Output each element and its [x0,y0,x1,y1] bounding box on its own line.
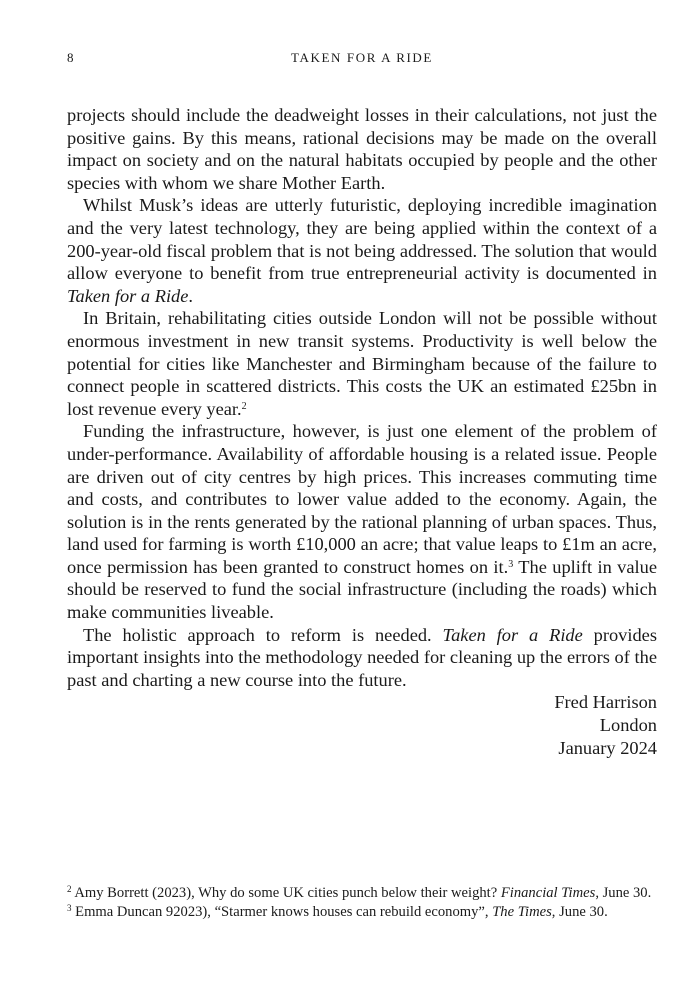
footnotes [67,884,657,922]
signature-place: London [599,715,657,736]
footnote-3-italic: The Times [492,904,552,920]
body-text [67,104,657,759]
paragraph-3 [67,307,657,420]
footnote-ref-3[interactable]: 3 [508,558,514,570]
book-title-italic: Taken for a Ride [442,624,583,645]
footnote-2-end: , June 30. [595,885,652,901]
paragraph-4-text: Funding the infrastructure, however, is just one element of the problem of under-performance. Availability of affordable housing is a related issue. People are driven out of city centres by high prices. This increases commuting time and costs, and contributes to lower value added to the economy. Again, the solution is in the rents generated by the rational planning of urban spaces. Thus, land used for farming is worth £10,000 an acre; that value leaps to £1m an acre, once permission has been granted to construct homes on it. [67,421,657,577]
paragraph-3-text: In Britain, rehabilitating cities outside London will not be possible without enormous investment in new transit systems. Productivity is well below the potential for cities like Manchester and Birmingham because of the failure to connect people in scattered districts. This costs the UK an estimated £25bn in lost revenue every year. [67,308,657,419]
paragraph-2 [67,194,657,307]
footnote-mark-3: 3 [67,903,72,913]
paragraph-2-end: . [188,285,194,306]
running-head [67,50,657,70]
signature-date: January 2024 [558,737,657,758]
paragraph-4-end: The uplift in value should be reserved to fund the social infrastructure (including the roads) which make communities liveable. [67,556,657,623]
footnote-2 [67,884,657,903]
paragraph-5-end: provides important insights into the methodology needed for cleaning up the errors of the past and charting a new course into the future. [67,624,658,690]
footnote-3 [67,903,657,922]
footnote-2-italic: Financial Times [500,885,596,901]
paragraph-5 [67,624,657,692]
paragraph-4 [67,420,657,623]
footnote-3-text: Emma Duncan 92023), “Starmer knows houses can rebuild economy”, [71,904,493,920]
footnote-mark-2: 2 [67,884,72,894]
footnote-3-end: , June 30. [551,904,608,920]
footnote-2-text: Amy Borrett (2023), Why do some UK cities punch below their weight? [71,885,501,901]
paragraph-5-text: The holistic approach to reform is needed. [83,624,443,645]
footnote-ref-2[interactable]: 2 [241,400,247,412]
paragraph-1 [67,104,657,194]
paragraph-2-text: Whilst Musk’s ideas are utterly futuristic, deploying incredible imagination and the very latest technology, they are being applied within the context of a 200-year-old fiscal problem that is not being addressed. The solution that would allow everyone to benefit from true entrepreneurial activity is documented in [67,195,657,284]
running-title: TAKEN FOR A RIDE [291,50,433,65]
signature-block [67,691,657,759]
paragraph-1-text: projects should include the deadweight losses in their calculations, not just the positive gains. By this means, rational decisions may be made on the overall impact on society and on the natural habitats occupied by people and the other species with whom we share Mother Earth. [67,105,657,193]
author-name: Fred Harrison [554,692,657,713]
book-title-italic: Taken for a Ride [67,285,189,306]
page-number: 8 [67,50,76,65]
